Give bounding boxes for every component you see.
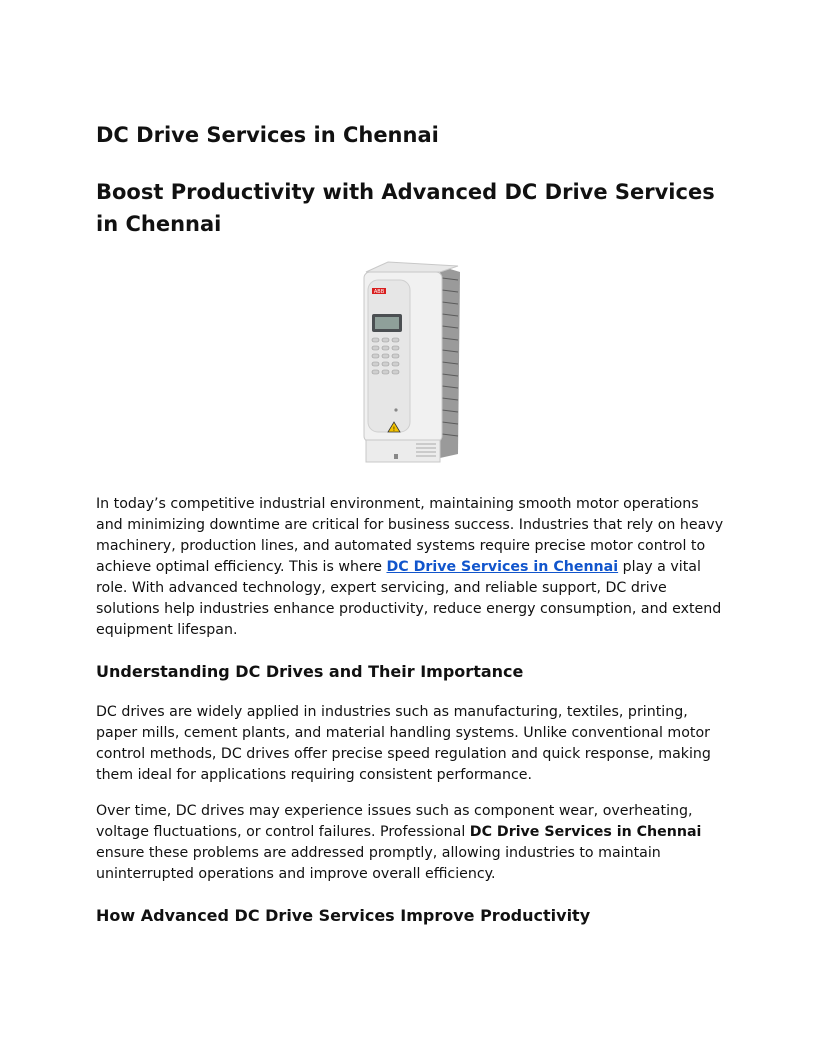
page-subtitle: Boost Productivity with Advanced DC Drive Services in Chennai	[96, 180, 715, 236]
section-heading-understanding: Understanding DC Drives and Their Importance	[96, 662, 524, 681]
para2-text-after: ensure these problems are addressed promptly, allowing industries to maintain uninterrupted operations and improve overall efficiency.	[96, 845, 661, 882]
intro-text-before-link: In today’s competitive industrial environment, maintaining smooth motor operations and minimizing downtime are critical for business success. Industries that rely on heavy machinery, production lines, and automated systems require precise motor control to achieve optimal efficiency. This is where	[96, 496, 724, 575]
section-heading-productivity: How Advanced DC Drive Services Improve Productivity	[96, 906, 591, 925]
dc-drive-product-image	[354, 258, 470, 468]
section1-paragraph-1: DC drives are widely applied in industries such as manufacturing, textiles, printing, paper mills, cement plants, and material handling systems. Unlike conventional motor control methods, DC drives offer precise speed regulation and quick response, making them ideal for applications requiring consistent performance.	[96, 704, 711, 783]
intro-paragraph	[96, 494, 726, 641]
dc-drive-services-link[interactable]: DC Drive Services in Chennai	[386, 559, 619, 575]
section1-paragraph-2	[96, 801, 726, 885]
page-title: DC Drive Services in Chennai	[96, 123, 439, 147]
para2-bold-text: DC Drive Services in Chennai	[469, 824, 702, 840]
abb-logo: ABB	[373, 289, 385, 295]
intro-text-after-link: play a vital role. With advanced technology, expert servicing, and reliable support, DC drive solutions help industries enhance productivity, reduce energy consumption, and extend equipment lifespan.	[96, 559, 722, 638]
svg-text:!: !	[392, 426, 396, 433]
para2-text-before: Over time, DC drives may experience issues such as component wear, overheating, voltage fluctuations, or control failures. Professional	[96, 803, 693, 840]
